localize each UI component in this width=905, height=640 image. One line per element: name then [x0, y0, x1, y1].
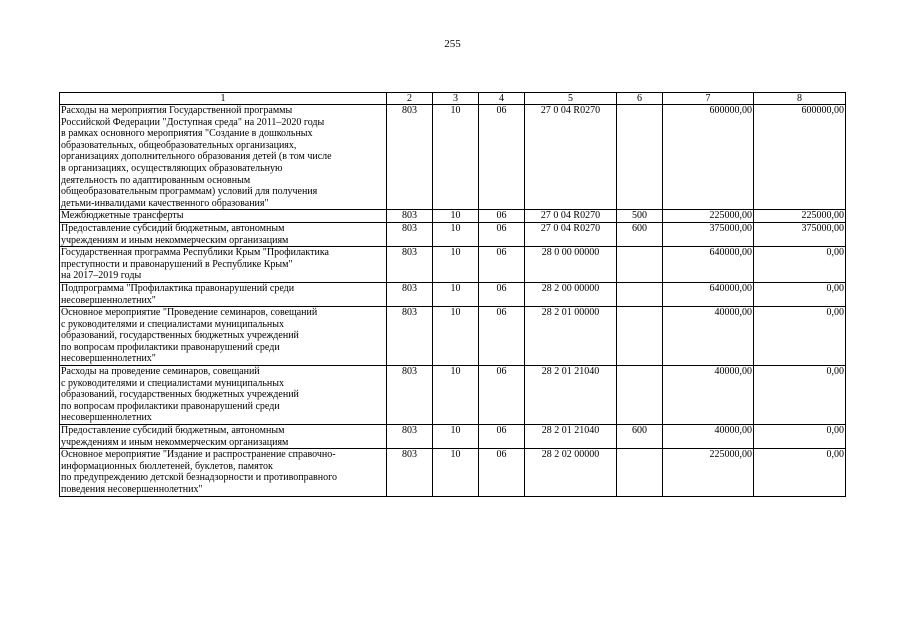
amount-col-7: 40000,00	[663, 366, 754, 425]
ministry-code: 803	[387, 282, 433, 306]
expense-type-code	[617, 282, 663, 306]
subsection-code: 06	[479, 307, 525, 366]
subsection-code: 06	[479, 247, 525, 283]
ministry-code: 803	[387, 307, 433, 366]
amount-col-8: 0,00	[754, 449, 846, 496]
ministry-code: 803	[387, 425, 433, 449]
section-code: 10	[433, 210, 479, 223]
expense-type-code: 600	[617, 425, 663, 449]
amount-col-8: 375000,00	[754, 222, 846, 246]
expense-type-code: 600	[617, 222, 663, 246]
table-row	[60, 307, 846, 366]
target-article-code: 28 2 00 00000	[525, 282, 617, 306]
amount-col-7: 40000,00	[663, 307, 754, 366]
table-row	[60, 105, 846, 210]
amount-col-8: 0,00	[754, 425, 846, 449]
column-header: 6	[617, 93, 663, 105]
expense-name: Государственная программа Республики Крым "Профилактика преступности и правонарушений в Республике Крым" на 2017–2019 годы	[60, 247, 387, 283]
amount-col-7: 225000,00	[663, 449, 754, 496]
amount-col-7: 640000,00	[663, 247, 754, 283]
expense-name: Предоставление субсидий бюджетным, автономным учреждениям и иным некоммерческим организациям	[60, 425, 387, 449]
amount-col-8: 600000,00	[754, 105, 846, 210]
column-header: 3	[433, 93, 479, 105]
ministry-code: 803	[387, 210, 433, 223]
table-row	[60, 282, 846, 306]
amount-col-7: 640000,00	[663, 282, 754, 306]
column-header: 1	[60, 93, 387, 105]
expense-name: Подпрограмма "Профилактика правонарушений среди несовершеннолетних"	[60, 282, 387, 306]
subsection-code: 06	[479, 210, 525, 223]
target-article-code: 28 2 02 00000	[525, 449, 617, 496]
section-code: 10	[433, 105, 479, 210]
expense-type-code	[617, 307, 663, 366]
ministry-code: 803	[387, 105, 433, 210]
column-header: 7	[663, 93, 754, 105]
section-code: 10	[433, 366, 479, 425]
table-row	[60, 366, 846, 425]
section-code: 10	[433, 449, 479, 496]
amount-col-8: 0,00	[754, 247, 846, 283]
section-code: 10	[433, 425, 479, 449]
target-article-code: 28 2 01 00000	[525, 307, 617, 366]
expense-name: Межбюджетные трансферты	[60, 210, 387, 223]
column-header: 4	[479, 93, 525, 105]
expense-type-code	[617, 247, 663, 283]
expense-name: Предоставление субсидий бюджетным, автономным учреждениям и иным некоммерческим организациям	[60, 222, 387, 246]
expense-name: Расходы на мероприятия Государственной программы Российской Федерации "Доступная среда" на 2011–2020 годы в рамках основного мероприятия "Создание в дошкольных образовательных, общеобразовательных организациях, организациях дополнительного образования детей (в том числе в организациях, осуществляющих образовательную деятельность по адаптированным основным общеобразовательным программам) условий для получения детьми-инвалидами качественного образования"	[60, 105, 387, 210]
subsection-code: 06	[479, 366, 525, 425]
subsection-code: 06	[479, 449, 525, 496]
section-code: 10	[433, 282, 479, 306]
section-code: 10	[433, 247, 479, 283]
table-row	[60, 449, 846, 496]
expense-name: Основное мероприятие "Проведение семинаров, совещаний с руководителями и специалистами муниципальных образований, государственных бюджетных учреждений по вопросам профилактики правонарушений среди несовершеннолетних"	[60, 307, 387, 366]
expense-type-code	[617, 366, 663, 425]
target-article-code: 27 0 04 R0270	[525, 210, 617, 223]
column-header: 2	[387, 93, 433, 105]
expense-name: Расходы на проведение семинаров, совещаний с руководителями и специалистами муниципальных образований, государственных бюджетных учреждений по вопросам профилактики правонарушений среди несовершеннолетних	[60, 366, 387, 425]
amount-col-8: 0,00	[754, 307, 846, 366]
subsection-code: 06	[479, 282, 525, 306]
ministry-code: 803	[387, 247, 433, 283]
page-number: 255	[444, 38, 461, 50]
ministry-code: 803	[387, 222, 433, 246]
amount-col-7: 225000,00	[663, 210, 754, 223]
table-row	[60, 247, 846, 283]
amount-col-7: 375000,00	[663, 222, 754, 246]
amount-col-8: 225000,00	[754, 210, 846, 223]
subsection-code: 06	[479, 222, 525, 246]
expense-name: Основное мероприятие "Издание и распространение справочно- информационных бюллетеней, буклетов, памяток по предупреждению детской безнадзорности и противоправного поведения несовершеннолетних"	[60, 449, 387, 496]
subsection-code: 06	[479, 425, 525, 449]
header-row	[60, 93, 846, 105]
section-code: 10	[433, 222, 479, 246]
ministry-code: 803	[387, 449, 433, 496]
expense-type-code	[617, 105, 663, 210]
table-row	[60, 425, 846, 449]
amount-col-8: 0,00	[754, 282, 846, 306]
amount-col-8: 0,00	[754, 366, 846, 425]
expense-type-code: 500	[617, 210, 663, 223]
column-header: 5	[525, 93, 617, 105]
subsection-code: 06	[479, 105, 525, 210]
amount-col-7: 40000,00	[663, 425, 754, 449]
target-article-code: 28 2 01 21040	[525, 425, 617, 449]
target-article-code: 27 0 04 R0270	[525, 105, 617, 210]
section-code: 10	[433, 307, 479, 366]
target-article-code: 27 0 04 R0270	[525, 222, 617, 246]
expense-type-code	[617, 449, 663, 496]
target-article-code: 28 0 00 00000	[525, 247, 617, 283]
table-row	[60, 210, 846, 223]
amount-col-7: 600000,00	[663, 105, 754, 210]
column-header: 8	[754, 93, 846, 105]
ministry-code: 803	[387, 366, 433, 425]
target-article-code: 28 2 01 21040	[525, 366, 617, 425]
budget-table	[59, 92, 846, 497]
table-row	[60, 222, 846, 246]
